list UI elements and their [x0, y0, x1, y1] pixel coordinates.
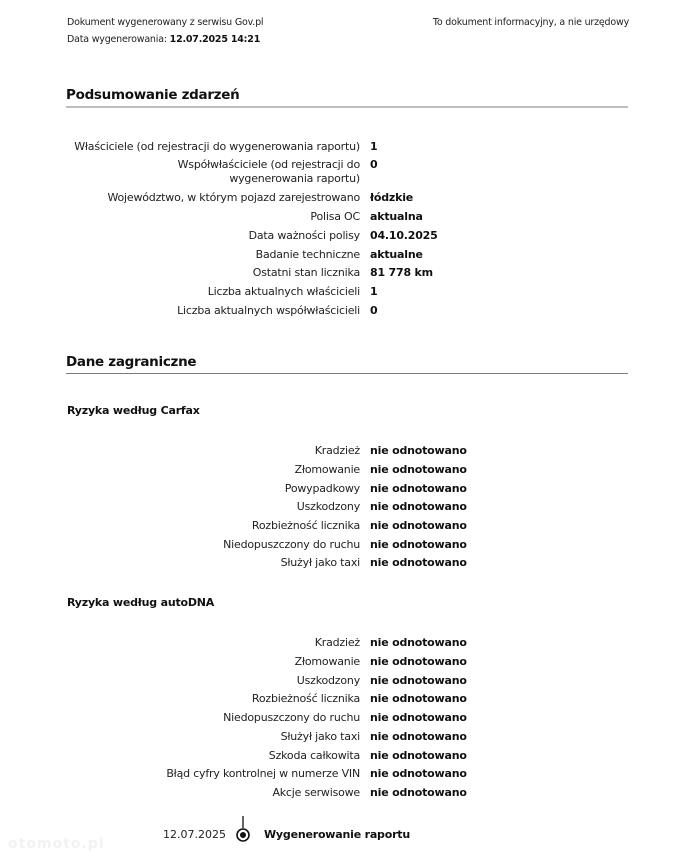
autodna-row [0, 711, 694, 730]
row-value: 1 [370, 140, 378, 153]
row-value: nie odnotowano [370, 463, 467, 476]
row-label: Właściciele (od rejestracji do wygenerowania raportu) [74, 140, 360, 153]
row-label: Powypadkowy [284, 482, 360, 495]
row-value: nie odnotowano [370, 749, 467, 762]
row-value: 0 [370, 158, 378, 171]
row-label: Uszkodzony [296, 500, 360, 513]
source-text: Dokument wygenerowany z serwisu Gov.pl [67, 17, 264, 28]
autodna-row [0, 767, 694, 786]
row-label: Złomowanie [294, 463, 360, 476]
row-value: nie odnotowano [370, 730, 467, 743]
row-value: nie odnotowano [370, 482, 467, 495]
row-value: nie odnotowano [370, 444, 467, 457]
row-label: Kradzież [314, 636, 360, 649]
row-value: nie odnotowano [370, 692, 467, 705]
row-label: Złomowanie [294, 655, 360, 668]
row-value: 04.10.2025 [370, 229, 438, 242]
row-label: Rozbieżność licznika [251, 692, 360, 705]
carfax-row [0, 500, 694, 519]
row-value: nie odnotowano [370, 786, 467, 799]
row-value: nie odnotowano [370, 556, 467, 569]
row-value: nie odnotowano [370, 500, 467, 513]
summary-row [0, 158, 694, 191]
carfax-list [0, 444, 694, 575]
autodna-row [0, 636, 694, 655]
row-label: Kradzież [314, 444, 360, 457]
row-value: nie odnotowano [370, 538, 467, 551]
generation-date [67, 34, 260, 45]
row-value: aktualna [370, 210, 423, 223]
row-label: Polisa OC [310, 210, 360, 223]
summary-row [0, 266, 694, 285]
row-value: łódzkie [370, 191, 414, 204]
summary-row [0, 191, 694, 210]
autodna-row [0, 749, 694, 767]
carfax-row [0, 538, 694, 556]
autodna-row [0, 674, 694, 692]
row-label: Liczba aktualnych właścicieli [207, 285, 360, 298]
row-label: Akcje serwisowe [272, 786, 360, 799]
row-label: Niedopuszczony do ruchu [223, 538, 360, 551]
autodna-row [0, 786, 694, 805]
summary-list [0, 140, 694, 323]
row-value: nie odnotowano [370, 767, 467, 780]
row-label: Służył jako taxi [280, 730, 360, 743]
summary-row [0, 285, 694, 304]
row-value: nie odnotowano [370, 636, 467, 649]
carfax-subtitle: Ryzyka według Carfax [67, 404, 200, 417]
carfax-row [0, 482, 694, 500]
row-label: Rozbieżność licznika [251, 519, 360, 532]
row-value: nie odnotowano [370, 655, 467, 668]
summary-section-title: Podsumowanie zdarzeń [66, 87, 628, 108]
row-label: Błąd cyfry kontrolnej w numerze VIN [166, 767, 360, 780]
row-value: 0 [370, 304, 378, 317]
timeline-date: 12.07.2025 [163, 828, 226, 841]
disclaimer-text: To dokument informacyjny, a nie urzędowy [432, 17, 629, 28]
autodna-row [0, 730, 694, 749]
generation-date-label: Data wygenerowania: [67, 34, 167, 45]
autodna-row [0, 692, 694, 711]
carfax-row [0, 519, 694, 538]
autodna-subtitle: Ryzyka według autoDNA [67, 596, 215, 609]
row-value: aktualne [370, 248, 423, 261]
row-label: Współwłaściciele (od rejestracji do wygenerowania raportu) [177, 158, 360, 185]
row-label: Niedopuszczony do ruchu [223, 711, 360, 724]
carfax-row [0, 463, 694, 482]
row-value: 1 [370, 285, 378, 298]
foreign-section-title: Dane zagraniczne [66, 354, 628, 374]
timeline-dot-icon [234, 816, 252, 844]
summary-row [0, 304, 694, 323]
row-value: nie odnotowano [370, 711, 467, 724]
autodna-row [0, 655, 694, 674]
autodna-list [0, 636, 694, 805]
row-label: Ostatni stan licznika [252, 266, 360, 279]
row-value: 81 778 km [370, 266, 433, 279]
row-value: nie odnotowano [370, 519, 467, 532]
row-label: Służył jako taxi [280, 556, 360, 569]
carfax-row [0, 444, 694, 463]
row-label: Województwo, w którym pojazd zarejestrowano [107, 191, 360, 204]
carfax-row [0, 556, 694, 575]
summary-row [0, 248, 694, 266]
summary-row [0, 140, 694, 158]
watermark: otomoto.pl [8, 836, 105, 852]
row-label: Data ważności polisy [248, 229, 360, 242]
row-label: Szkoda całkowita [268, 749, 360, 762]
row-label: Uszkodzony [296, 674, 360, 687]
summary-row [0, 229, 694, 248]
row-label: Badanie techniczne [255, 248, 360, 261]
timeline-event: Wygenerowanie raportu [264, 828, 410, 841]
summary-row [0, 210, 694, 229]
row-label: Liczba aktualnych współwłaścicieli [177, 304, 360, 317]
generation-date-value: 12.07.2025 14:21 [169, 34, 261, 45]
row-value: nie odnotowano [370, 674, 467, 687]
